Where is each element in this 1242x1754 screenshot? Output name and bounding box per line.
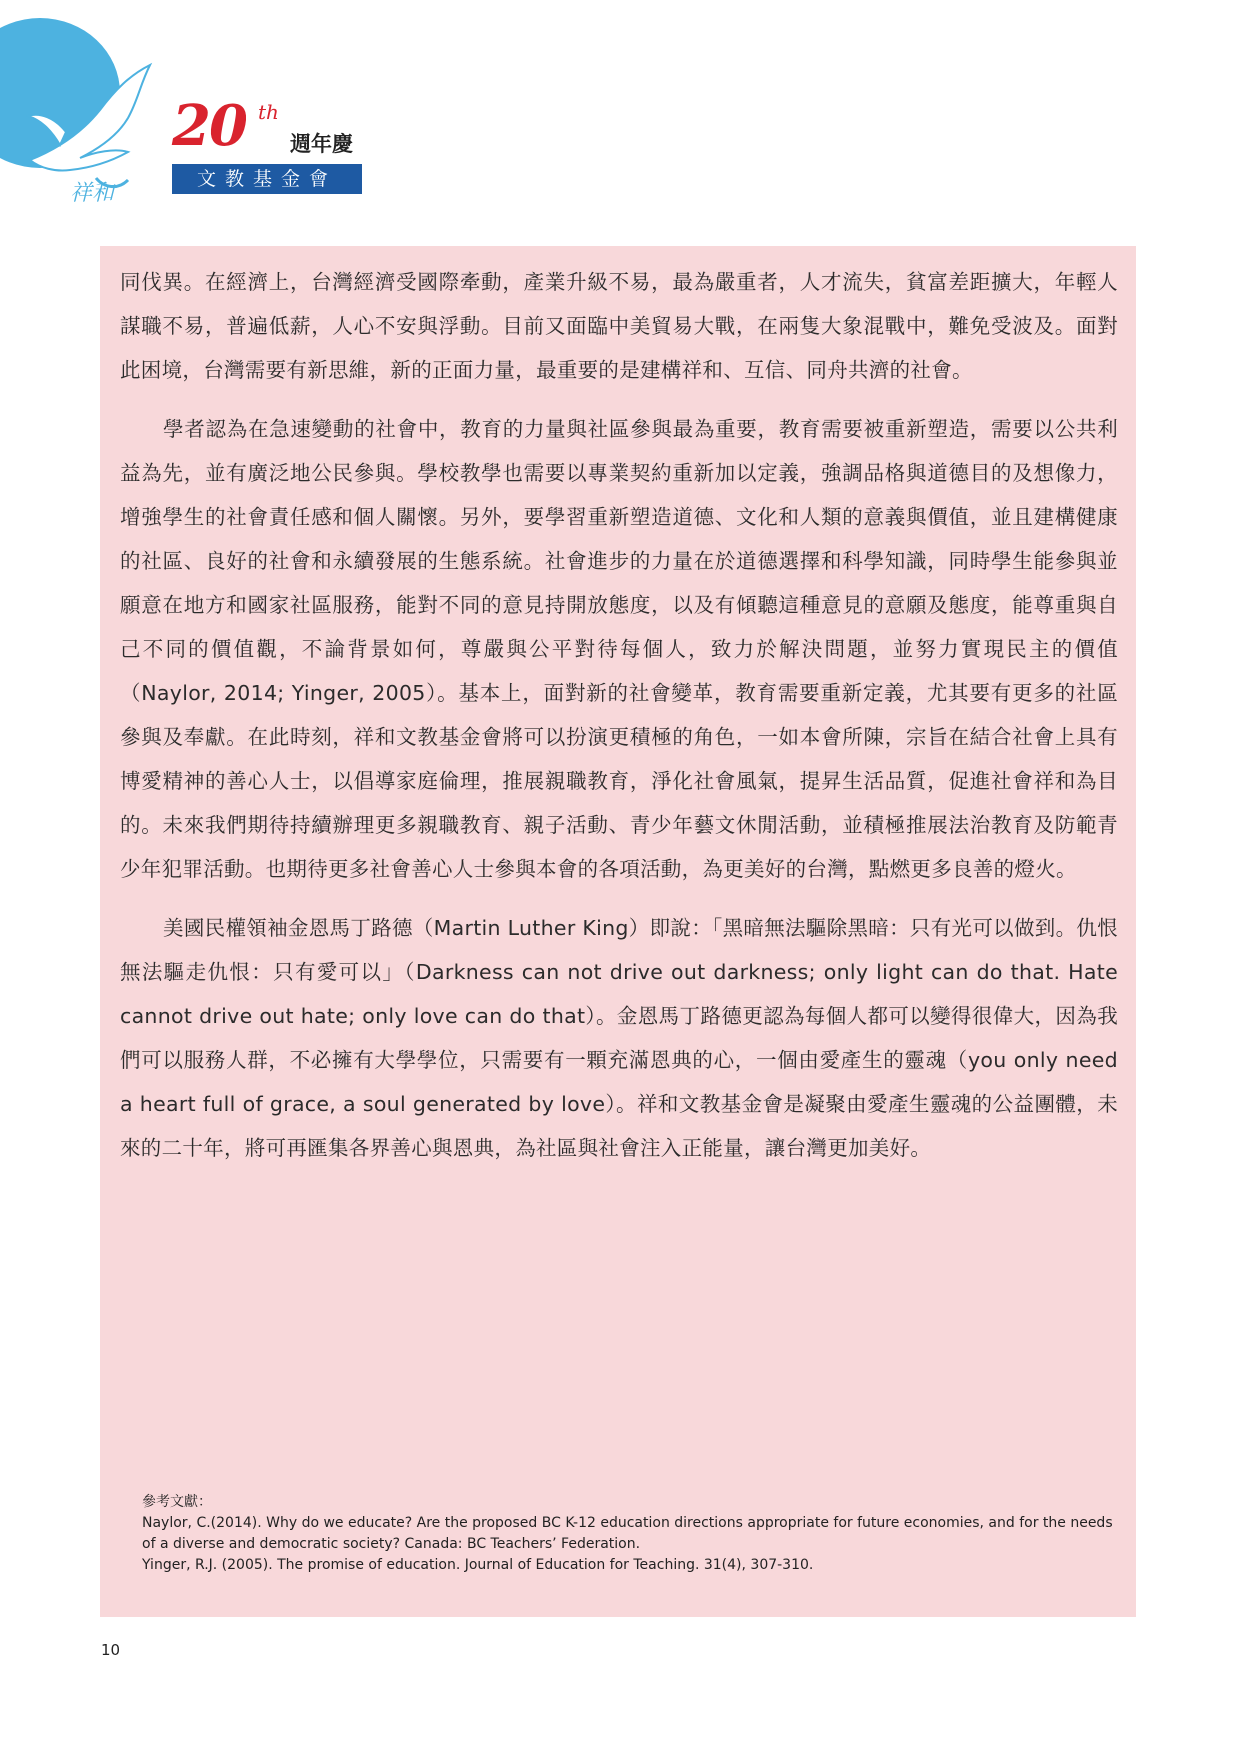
- paragraph: 美國民權領袖金恩馬丁路德（Martin Luther King）即說：「黑暗無法驅除黑暗：只有光可以做到。仇恨無法驅走仇恨：只有愛可以」（Darkness can not drive out darkness; only light can do that. Hate cannot drive out hate; only love can do that）。金恩馬丁路德更認為每個人都可以變得很偉大，因為我們可以服務人群，不必擁有大學學位，只需要有一顆充滿恩典的心，一個由愛產生的靈魂（you only need a heart full of grace, a soul generated by love）。祥和文教基金會是凝聚由愛產生靈魂的公益團體，未來的二十年，將可再匯集各界善心與恩典，為社區與社會注入正能量，讓台灣更加美好。: [120, 916, 1118, 1160]
- logo-text: 祥和: [70, 181, 115, 206]
- article-content-box: [100, 246, 1136, 1617]
- dove-logo-icon: [0, 40, 170, 210]
- reference-item: Naylor, C.(2014). Why do we educate? Are the proposed BC K-12 education directions appropriate for future economies, and for the needs of a diverse and democratic society? Canada: BC Teachers’ Federation.: [142, 1515, 1113, 1552]
- anniversary-label: 週年慶: [290, 131, 353, 156]
- anniversary-number: 20: [172, 93, 246, 159]
- foundation-name-band: 文教基金會: [172, 164, 362, 194]
- paragraph: 學者認為在急速變動的社會中，教育的力量與社區參與最為重要，教育需要被重新塑造，需要以公共利益為先，並有廣泛地公民參與。學校教學也需要以專業契約重新加以定義，強調品格與道德目的及想像力，增強學生的社會責任感和個人關懷。另外，要學習重新塑造道德、文化和人類的意義與價值，並且建構健康的社區、良好的社會和永續發展的生態系統。社會進步的力量在於道德選擇和科學知識，同時學生能參與並願意在地方和國家社區服務，能對不同的意見持開放態度，以及有傾聽這種意見的意願及態度，能尊重與自己不同的價值觀，不論背景如何，尊嚴與公平對待每個人，致力於解決問題，並努力實現民主的價值（Naylor, 2014; Yinger, 2005）。基本上，面對新的社會變革，教育需要重新定義，尤其要有更多的社區參與及奉獻。在此時刻，祥和文教基金會將可以扮演更積極的角色，一如本會所陳，宗旨在結合社會上具有博愛精神的善心人士，以倡導家庭倫理，推展親職教育，淨化社會風氣，提昇生活品質，促進社會祥和為目的。未來我們期待持續辦理更多親職教育、親子活動、青少年藝文休閒活動，並積極推展法治教育及防範青少年犯罪活動。也期待更多社會善心人士參與本會的各項活動，為更美好的台灣，點燃更多良善的燈火。: [120, 417, 1118, 881]
- anniversary-suffix: th: [258, 100, 279, 124]
- page-number: 10: [101, 1641, 121, 1659]
- references-section: [142, 1492, 1117, 1576]
- reference-item: Yinger, R.J. (2005). The promise of education. Journal of Education for Teaching. 31(4), 307-310.: [142, 1557, 814, 1573]
- references-title: 參考文獻：: [142, 1494, 212, 1510]
- paragraph: 同伐異。在經濟上，台灣經濟受國際牽動，產業升級不易，最為嚴重者，人才流失，貧富差距擴大，年輕人謀職不易，普遍低薪，人心不安與浮動。目前又面臨中美貿易大戰，在兩隻大象混戰中，難免受波及。面對此困境，台灣需要有新思維，新的正面力量，最重要的是建構祥和、互信、同舟共濟的社會。: [120, 270, 1118, 382]
